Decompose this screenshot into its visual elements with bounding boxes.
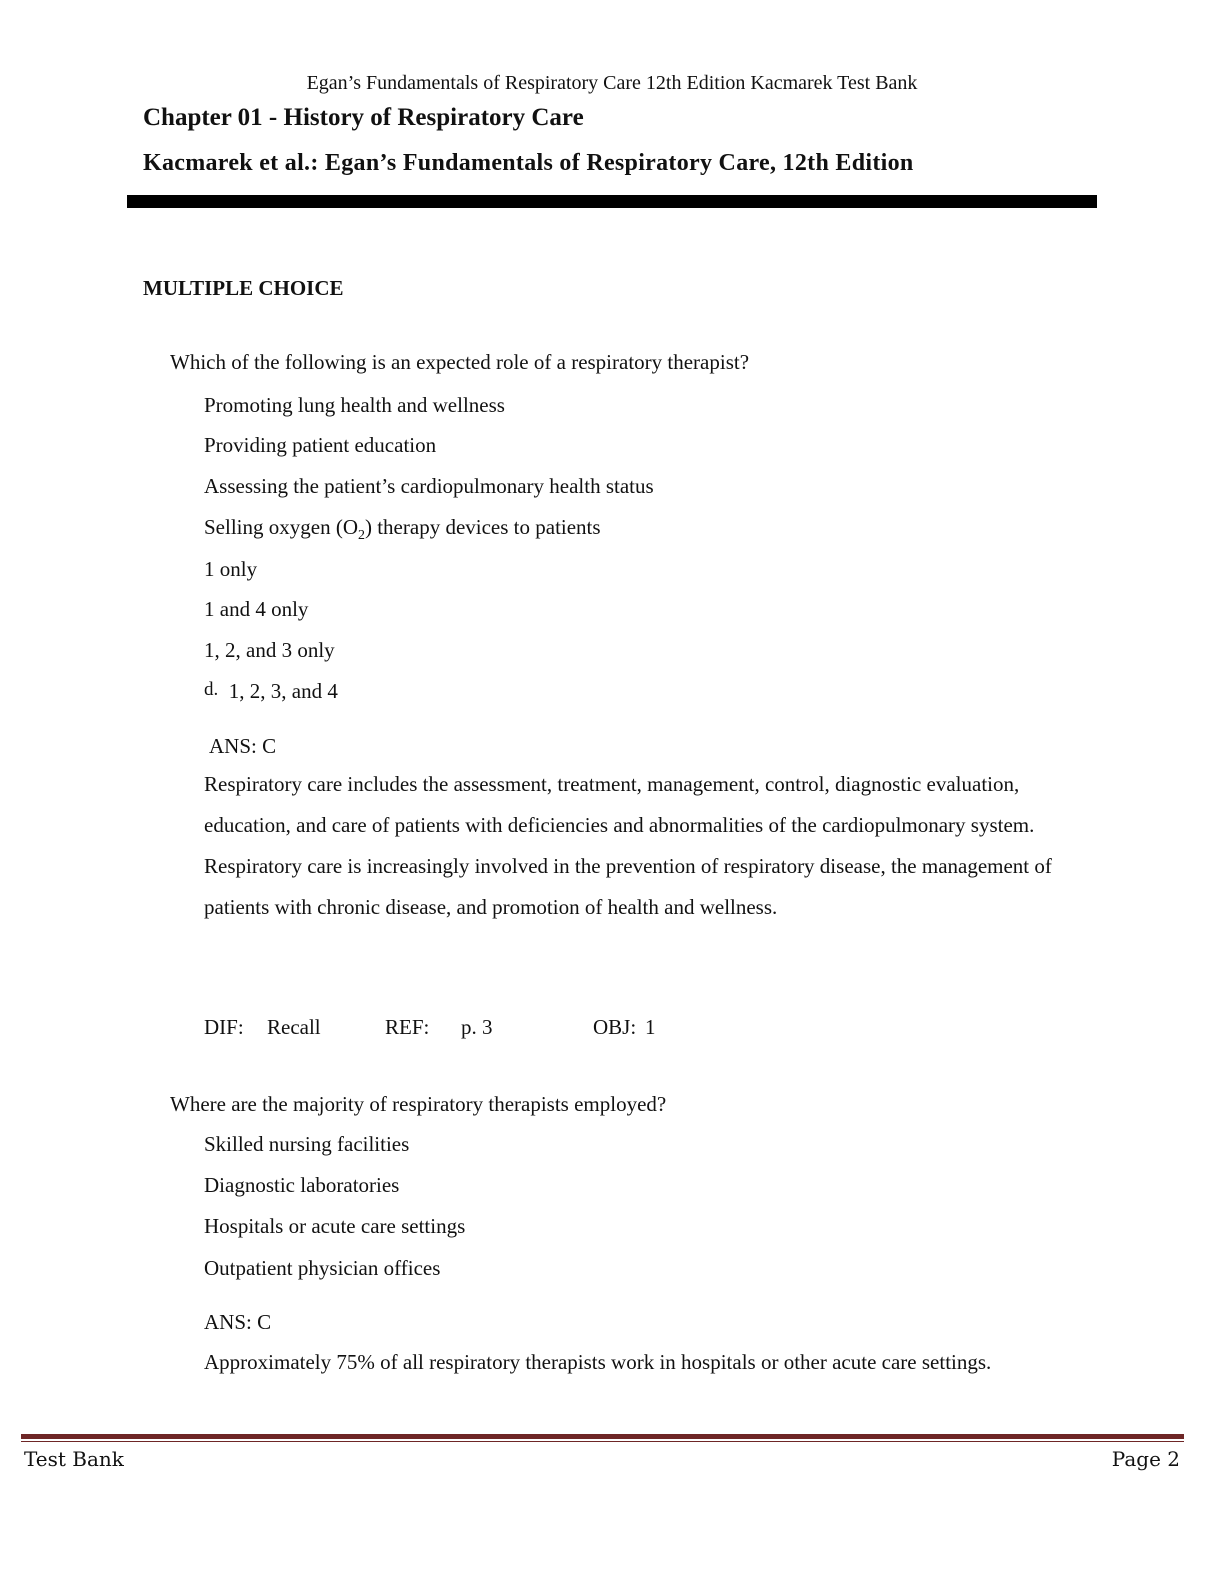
answer-key: ANS: C bbox=[204, 1310, 272, 1334]
book-title: Kacmarek et al.: Egan’s Fundamentals of Respiratory Care, 12th Edition bbox=[143, 150, 914, 176]
dif-value: Recall bbox=[267, 1015, 321, 1039]
obj-value: 1 bbox=[645, 1015, 656, 1039]
option-a: 1 only bbox=[204, 557, 258, 581]
option-b: 1 and 4 only bbox=[204, 597, 309, 621]
option-a: Skilled nursing facilities bbox=[204, 1132, 410, 1156]
rationale: Respiratory care includes the assessment, treatment, management, control, diagnostic evaluation, education, and care of patients with deficiencies and abnormalities of the cardiopulmonary system. Respiratory care is increasingly involved in the prevention of respiratory disease, the management of patients with chronic disease, and promotion of health and wellness. bbox=[204, 772, 1052, 919]
statement-4-subscript: 2 bbox=[357, 528, 365, 544]
page-number: Page 2 bbox=[1111, 1447, 1180, 1471]
option-c: 1, 2, and 3 only bbox=[204, 638, 335, 662]
answer-key: ANS: C bbox=[209, 734, 277, 758]
statement-4-prefix: Selling oxygen (O bbox=[204, 515, 358, 539]
statement-4-suffix: ) therapy devices to patients bbox=[364, 515, 601, 539]
option-c: Hospitals or acute care settings bbox=[204, 1214, 466, 1238]
statement-2: Providing patient education bbox=[204, 433, 437, 457]
ref-value: p. 3 bbox=[461, 1015, 493, 1039]
option-d bbox=[204, 679, 338, 704]
section-heading: MULTIPLE CHOICE bbox=[143, 276, 344, 300]
option-d-text: 1, 2, 3, and 4 bbox=[228, 679, 338, 703]
footer-left-text: Test Bank bbox=[24, 1447, 124, 1471]
header-divider bbox=[127, 195, 1097, 208]
option-d: Outpatient physician offices bbox=[204, 1256, 441, 1280]
option-b: Diagnostic laboratories bbox=[204, 1173, 400, 1197]
ref-label: REF: bbox=[385, 1015, 430, 1039]
footer-divider bbox=[21, 1434, 1184, 1439]
statement-4 bbox=[204, 515, 601, 544]
question-stem: Which of the following is an expected role of a respiratory therapist? bbox=[170, 350, 750, 374]
statement-3: Assessing the patient’s cardiopulmonary health status bbox=[204, 474, 654, 498]
option-d-letter: d. bbox=[204, 679, 219, 700]
obj-label: OBJ: bbox=[593, 1015, 637, 1039]
dif-label: DIF: bbox=[204, 1015, 244, 1039]
running-title: Egan’s Fundamentals of Respiratory Care 12th Edition Kacmarek Test Bank bbox=[306, 72, 918, 94]
chapter-title: Chapter 01 - History of Respiratory Care bbox=[143, 104, 584, 131]
rationale: Approximately 75% of all respiratory therapists work in hospitals or other acute care settings. bbox=[204, 1350, 992, 1374]
statement-1: Promoting lung health and wellness bbox=[204, 393, 505, 417]
footer-divider-thin bbox=[21, 1441, 1184, 1442]
question-stem: Where are the majority of respiratory therapists employed? bbox=[170, 1092, 667, 1116]
